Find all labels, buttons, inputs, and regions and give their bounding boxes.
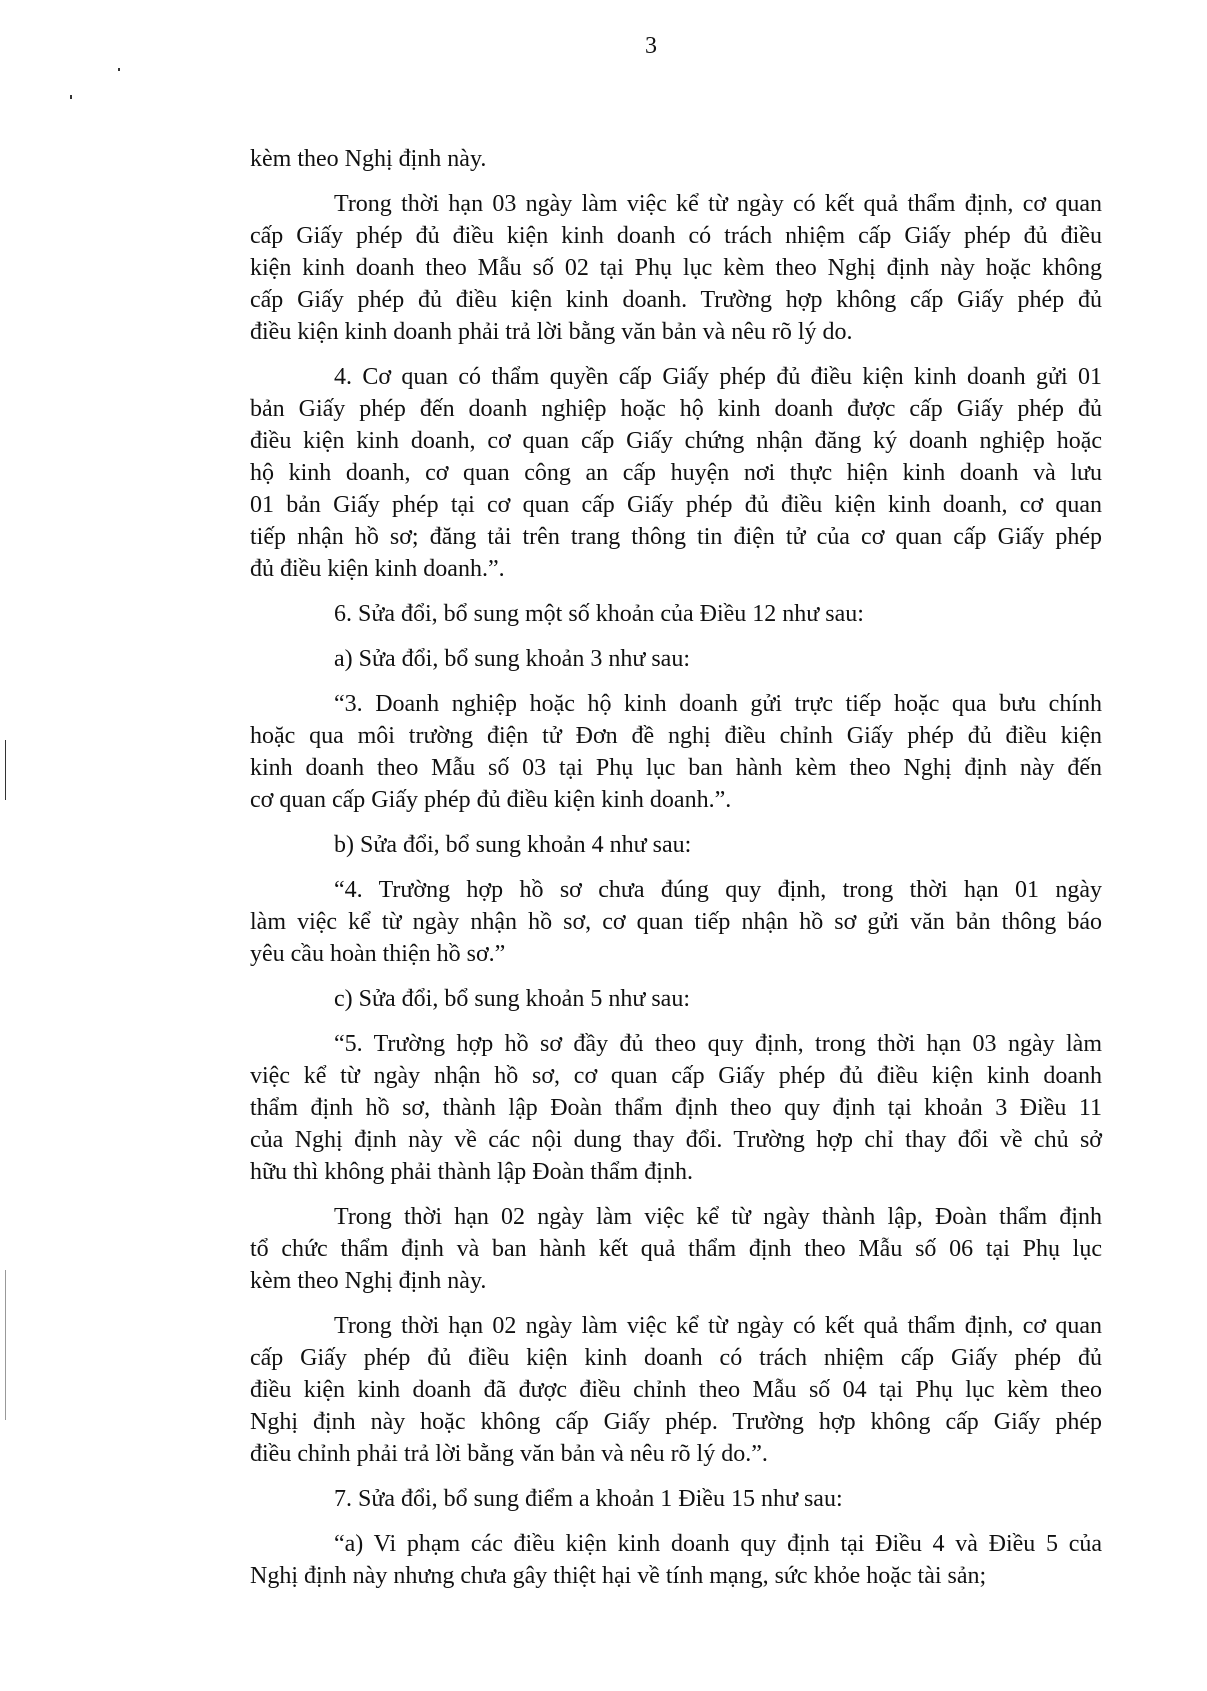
- paragraph: [250, 188, 1102, 348]
- text-line: c) Sửa đổi, bổ sung khoản 5 như sau:: [334, 986, 690, 1012]
- text-line: a) Sửa đổi, bổ sung khoản 3 như sau:: [334, 646, 690, 672]
- text-line: hoặc qua môi trường điện tử Đơn đề nghị điều chỉnh Giấy phép đủ điều kiện: [250, 723, 1102, 749]
- text-line: điều chỉnh phải trả lời bằng văn bản và nêu rõ lý do.”.: [250, 1441, 768, 1467]
- text-line: đủ điều kiện kinh doanh.”.: [250, 556, 505, 582]
- text-line: tổ chức thẩm định và ban hành kết quả thẩm định theo Mẫu số 06 tại Phụ lục: [250, 1236, 1102, 1262]
- text-line: Nghị định này nhưng chưa gây thiệt hại về tính mạng, sức khỏe hoặc tài sản;: [250, 1563, 987, 1589]
- paragraph: [250, 1528, 1102, 1592]
- text-line: của Nghị định này về các nội dung thay đổi. Trường hợp chỉ thay đổi về chủ sở: [250, 1127, 1102, 1153]
- paragraph: [250, 688, 1102, 816]
- text-line: kèm theo Nghị định này.: [250, 146, 487, 172]
- text-line: Trong thời hạn 02 ngày làm việc kể từ ngày thành lập, Đoàn thẩm định: [334, 1204, 1102, 1230]
- text-line: điều kiện kinh doanh phải trả lời bằng văn bản và nêu rõ lý do.: [250, 319, 853, 345]
- text-line: kiện kinh doanh theo Mẫu số 02 tại Phụ lục kèm theo Nghị định này hoặc không: [250, 255, 1102, 281]
- text-line: việc kể từ ngày nhận hồ sơ, cơ quan cấp Giấy phép đủ điều kiện kinh doanh: [250, 1063, 1102, 1089]
- paragraph: [250, 829, 1102, 861]
- text-line: điều kiện kinh doanh đã được điều chỉnh theo Mẫu số 04 tại Phụ lục kèm theo: [250, 1377, 1102, 1403]
- text-line: cấp Giấy phép đủ điều kiện kinh doanh. Trường hợp không cấp Giấy phép đủ: [250, 287, 1102, 313]
- text-line: cấp Giấy phép đủ điều kiện kinh doanh có trách nhiệm cấp Giấy phép đủ điều: [250, 223, 1102, 249]
- scan-mark: [5, 1270, 6, 1420]
- text-line: “a) Vi phạm các điều kiện kinh doanh quy định tại Điều 4 và Điều 5 của: [334, 1531, 1102, 1557]
- paragraph: [250, 598, 1102, 630]
- paragraph: [250, 143, 1102, 175]
- paragraph: [250, 1028, 1102, 1188]
- text-line: 7. Sửa đổi, bổ sung điểm a khoản 1 Điều 15 như sau:: [334, 1486, 843, 1512]
- text-line: Trong thời hạn 03 ngày làm việc kể từ ngày có kết quả thẩm định, cơ quan: [334, 191, 1102, 217]
- text-line: hữu thì không phải thành lập Đoàn thẩm định.: [250, 1159, 693, 1185]
- paragraph: [250, 983, 1102, 1015]
- text-line: bản Giấy phép đến doanh nghiệp hoặc hộ kinh doanh được cấp Giấy phép đủ: [250, 396, 1102, 422]
- scan-mark: [118, 68, 120, 71]
- text-line: 4. Cơ quan có thẩm quyền cấp Giấy phép đủ điều kiện kinh doanh gửi 01: [334, 364, 1102, 390]
- paragraph: [250, 1201, 1102, 1297]
- text-line: làm việc kể từ ngày nhận hồ sơ, cơ quan tiếp nhận hồ sơ gửi văn bản thông báo: [250, 909, 1102, 935]
- text-line: Trong thời hạn 02 ngày làm việc kể từ ngày có kết quả thẩm định, cơ quan: [334, 1313, 1102, 1339]
- text-line: kinh doanh theo Mẫu số 03 tại Phụ lục ban hành kèm theo Nghị định này đến: [250, 755, 1102, 781]
- document-body: [250, 143, 1102, 1605]
- paragraph: [250, 643, 1102, 675]
- paragraph: [250, 1310, 1102, 1470]
- text-line: b) Sửa đổi, bổ sung khoản 4 như sau:: [334, 832, 692, 858]
- text-line: yêu cầu hoàn thiện hồ sơ.”: [250, 941, 506, 967]
- text-line: điều kiện kinh doanh, cơ quan cấp Giấy chứng nhận đăng ký doanh nghiệp hoặc: [250, 428, 1102, 454]
- paragraph: [250, 361, 1102, 585]
- paragraph: [250, 874, 1102, 970]
- text-line: cơ quan cấp Giấy phép đủ điều kiện kinh doanh.”.: [250, 787, 732, 813]
- text-line: 01 bản Giấy phép tại cơ quan cấp Giấy phép đủ điều kiện kinh doanh, cơ quan: [250, 492, 1102, 518]
- scan-mark: [70, 95, 72, 99]
- text-line: kèm theo Nghị định này.: [250, 1268, 487, 1294]
- text-line: cấp Giấy phép đủ điều kiện kinh doanh có trách nhiệm cấp Giấy phép đủ: [250, 1345, 1102, 1371]
- text-line: thẩm định hồ sơ, thành lập Đoàn thẩm định theo quy định tại khoản 3 Điều 11: [250, 1095, 1102, 1121]
- paragraph: [250, 1483, 1102, 1515]
- text-line: tiếp nhận hồ sơ; đăng tải trên trang thông tin điện tử của cơ quan cấp Giấy phép: [250, 524, 1102, 550]
- page-number: 3: [645, 33, 657, 59]
- text-line: “5. Trường hợp hồ sơ đầy đủ theo quy định, trong thời hạn 03 ngày làm: [334, 1031, 1102, 1057]
- text-line: Nghị định này hoặc không cấp Giấy phép. Trường hợp không cấp Giấy phép: [250, 1409, 1102, 1435]
- text-line: 6. Sửa đổi, bổ sung một số khoản của Điều 12 như sau:: [334, 601, 864, 627]
- text-line: hộ kinh doanh, cơ quan công an cấp huyện nơi thực hiện kinh doanh và lưu: [250, 460, 1102, 486]
- scan-mark: [5, 740, 6, 800]
- text-line: “3. Doanh nghiệp hoặc hộ kinh doanh gửi trực tiếp hoặc qua bưu chính: [334, 691, 1102, 717]
- text-line: “4. Trường hợp hồ sơ chưa đúng quy định, trong thời hạn 01 ngày: [334, 877, 1102, 903]
